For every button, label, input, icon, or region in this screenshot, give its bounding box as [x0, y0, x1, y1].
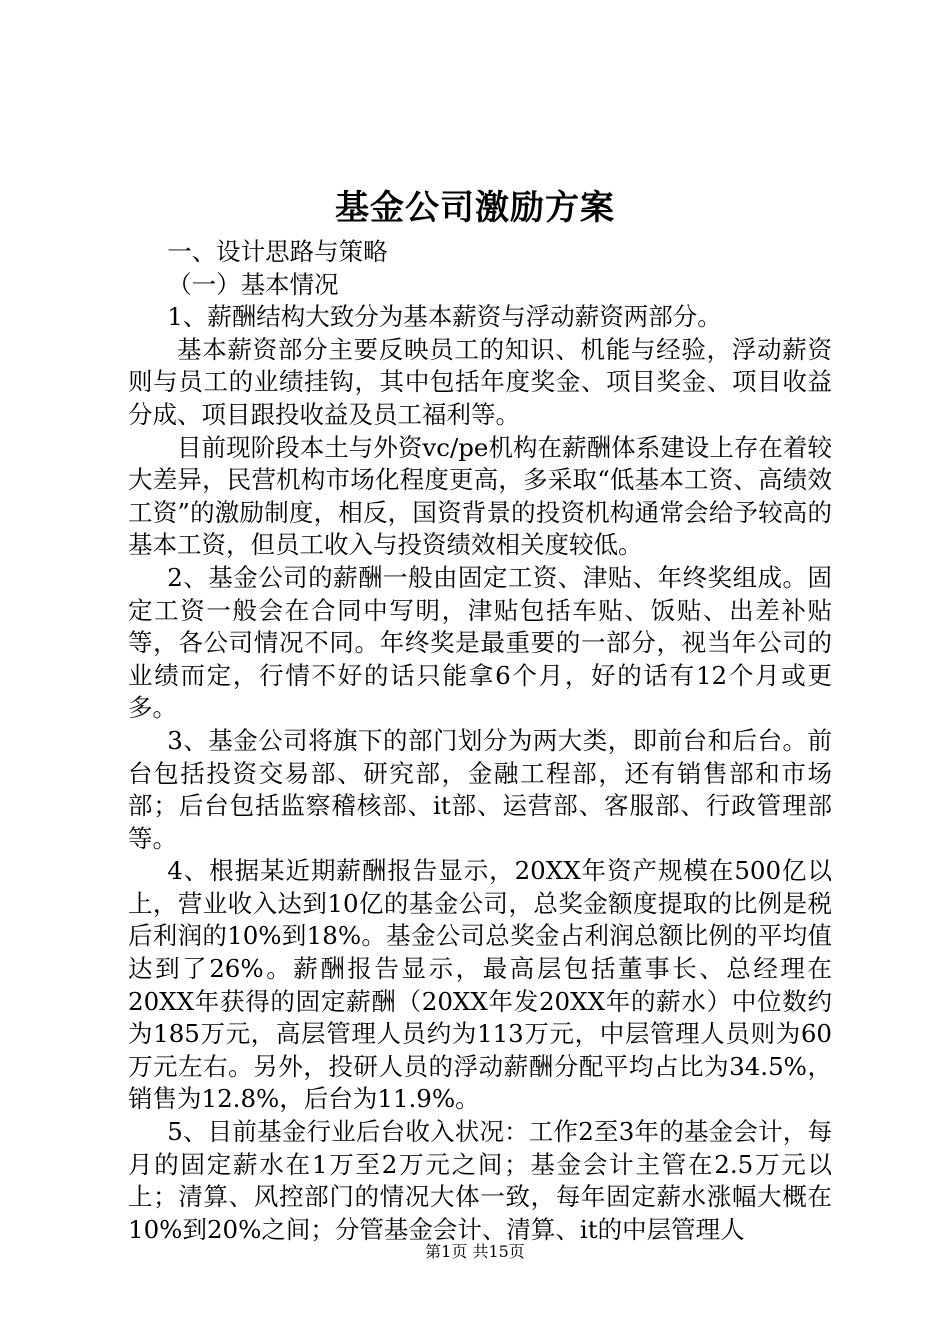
paragraph-5: 3、基金公司将旗下的部门划分为两大类，即前台和后台。前台包括投资交易部、研究部，金融工程部，还有销售部和市场部；后台包括监察稽核部、it部、运营部、客服部、行政管理部等。: [128, 725, 832, 853]
paragraph-1: 1、薪酬结构大致分为基本薪资与浮动薪资两部分。: [167, 302, 722, 332]
paragraph-7: 5、目前基金行业后台收入状况：工作2至3年的基金会计，每月的固定薪水在1万至2万元之间；基金会计主管在2.5万元以上；清算、风控部门的情况大体一致，每年固定薪水涨幅大概在10%到20%之间；分管基金会计、清算、it的中层管理人: [128, 1117, 832, 1244]
paragraph-2: 基本薪资部分主要反映员工的知识、机能与经验，浮动薪资则与员工的业绩挂钩，其中包括年度奖金、项目奖金、项目收益分成、项目跟投收益及员工福利等。: [128, 334, 832, 429]
paragraph-4: 2、基金公司的薪酬一般由固定工资、津贴、年终奖组成。固定工资一般会在合同中写明，津贴包括车贴、饭贴、出差补贴等，各公司情况不同。年终奖是最重要的一部分，视当年公司的业绩而定，行情不好的话只能拿6个月，好的话有12个月或更多。: [128, 562, 832, 723]
paragraph-3: 目前现阶段本土与外资vc/pe机构在薪酬体系建设上存在着较大差异，民营机构市场化程度更高，多采取“低基本工资、高绩效工资”的激励制度，相反，国资背景的投资机构通常会给予较高的基本工资，但员工收入与投资绩效相关度较低。: [128, 432, 832, 560]
document-body: [128, 236, 832, 1246]
section-heading: 一、设计思路与策略: [167, 237, 388, 266]
paragraph-6: 4、根据某近期薪酬报告显示，20XX年资产规模在500亿以上，营业收入达到10亿的基金公司，总奖金额度提取的比例是税后利润的10%到18%。基金公司总奖金占利润总额比例的平均值达到了26%。薪酬报告显示，最高层包括董事长、总经理在20XX年获得的固定薪酬（20XX年发20XX年的薪水）中位数约为185万元，高层管理人员约为113万元，中层管理人员则为60万元左右。另外，投研人员的浮动薪酬分配平均占比为34.5%，销售为12.8%，后台为11.9%。: [128, 856, 832, 1114]
document-title: 基金公司激励方案: [335, 188, 615, 228]
subsection-heading: （一）基本情况: [167, 269, 339, 299]
page-number: 第1页 共15页: [425, 1242, 525, 1261]
